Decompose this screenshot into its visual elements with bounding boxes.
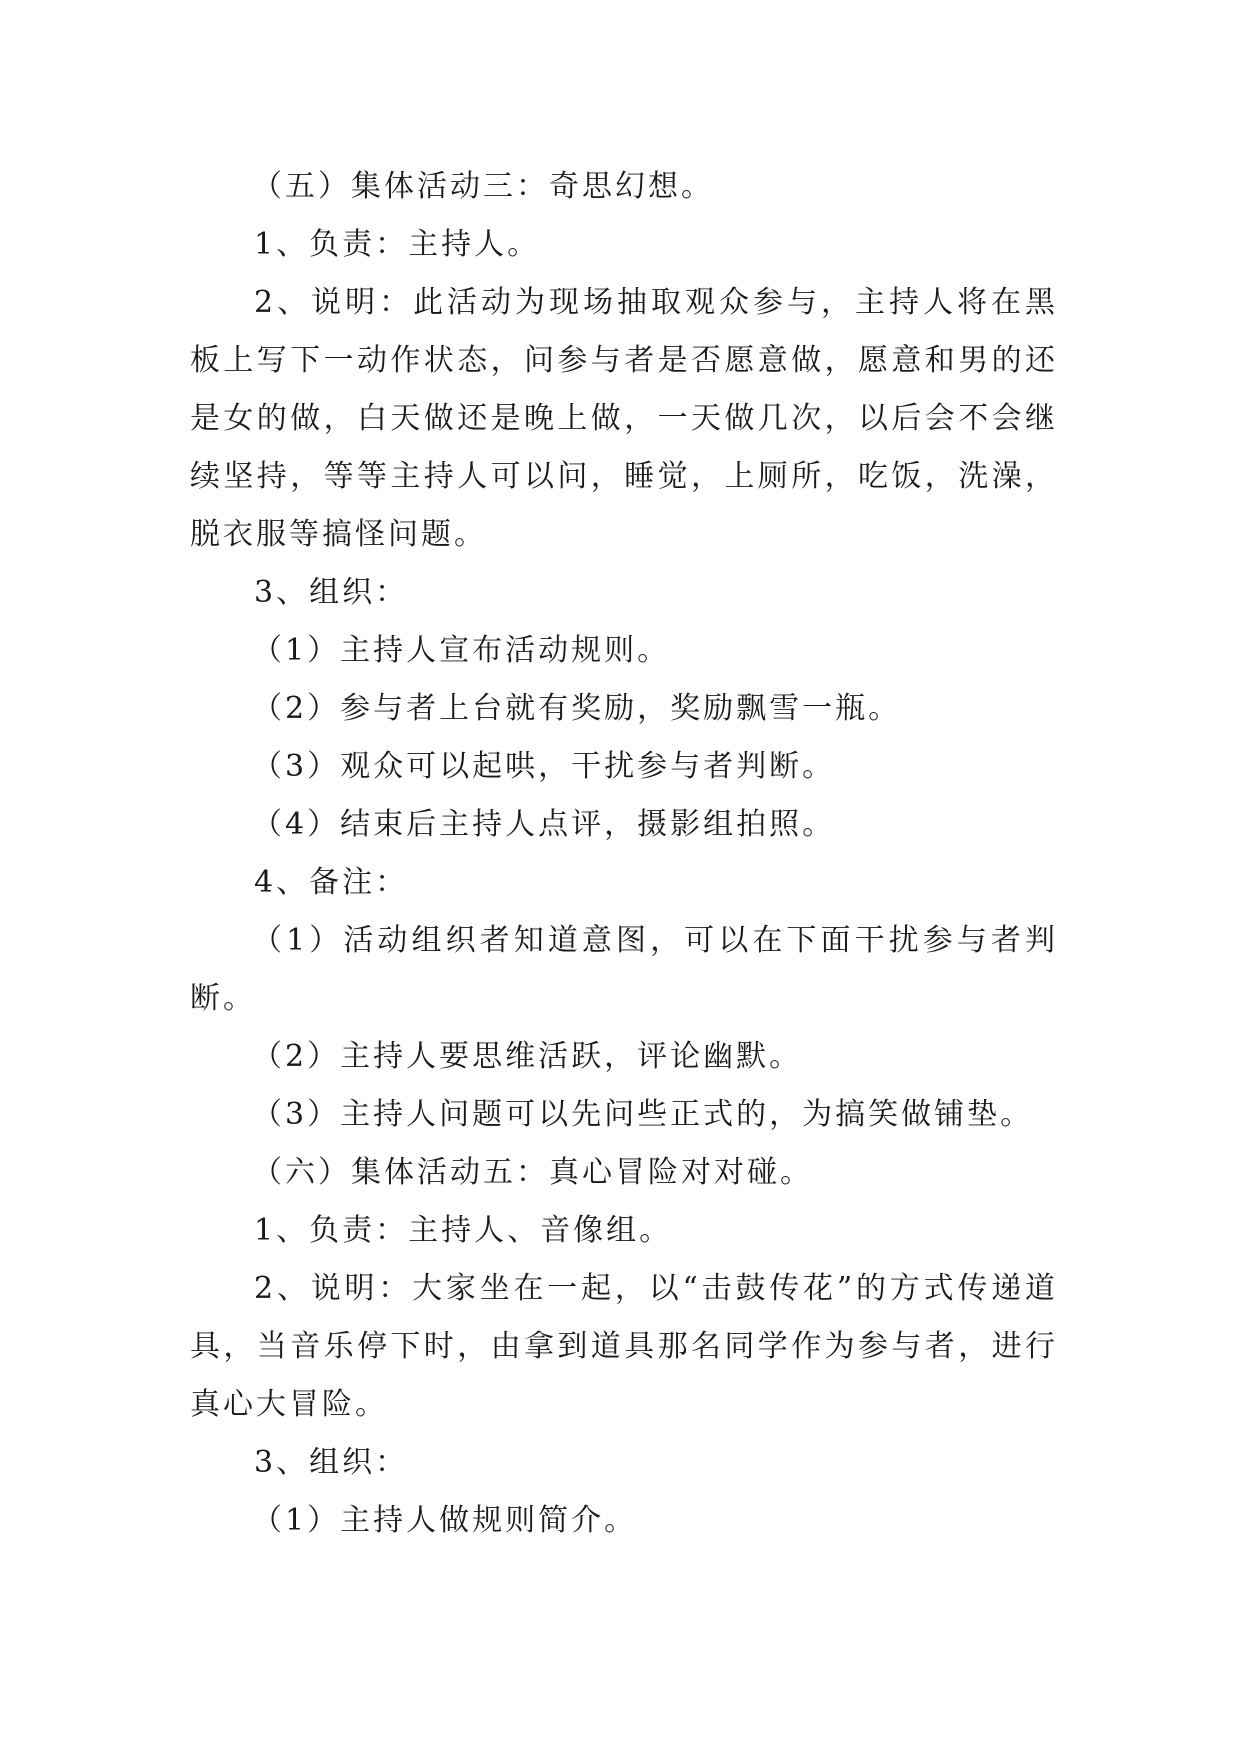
section-heading-activity-5: （六）集体活动五：真心冒险对对碰。 (252, 1155, 813, 1190)
list-item-notes-3: （3）主持人问题可以先问些正式的，为搞笑做铺垫。 (252, 1097, 1034, 1132)
paragraph-notes-heading: 4、备注： (254, 865, 409, 900)
list-item-organization-1: （1）主持人宣布活动规则。 (252, 633, 671, 668)
section-heading-activity-3: （五）集体活动三：奇思幻想。 (252, 169, 714, 204)
paragraph-responsible-2: 1、负责：主持人、音像组。 (254, 1213, 673, 1248)
paragraph-organization-heading-2: 3、组织： (254, 1445, 409, 1480)
paragraph-description: 2、说明：此活动为现场抽取观众参与，主持人将在黑板上写下一动作状态，问参与者是否愿意做，愿意和男的还是女的做，白天做还是晚上做，一天做几次，以后会不会继续坚持，等等主持人可以问，睡觉，上厕所，吃饭，洗澡，脱衣服等搞怪问题。 (190, 285, 1058, 552)
list-item-notes-1: （1）活动组织者知道意图，可以在下面干扰参与者判断。 (190, 923, 1058, 1016)
paragraph-description-2: 2、说明：大家坐在一起，以“击鼓传花”的方式传递道具，当音乐停下时，由拿到道具那名同学作为参与者，进行真心大冒险。 (190, 1271, 1058, 1422)
document-body (190, 158, 1058, 1550)
list-item-organization-2-1: （1）主持人做规则简介。 (252, 1503, 638, 1538)
list-item-notes-2: （2）主持人要思维活跃，评论幽默。 (252, 1039, 803, 1074)
list-item-organization-4: （4）结束后主持人点评，摄影组拍照。 (252, 807, 836, 842)
list-item-organization-2: （2）参与者上台就有奖励，奖励飘雪一瓶。 (252, 691, 902, 726)
paragraph-responsible: 1、负责：主持人。 (254, 227, 541, 262)
list-item-organization-3: （3）观众可以起哄，干扰参与者判断。 (252, 749, 836, 784)
paragraph-organization-heading: 3、组织： (254, 575, 409, 610)
